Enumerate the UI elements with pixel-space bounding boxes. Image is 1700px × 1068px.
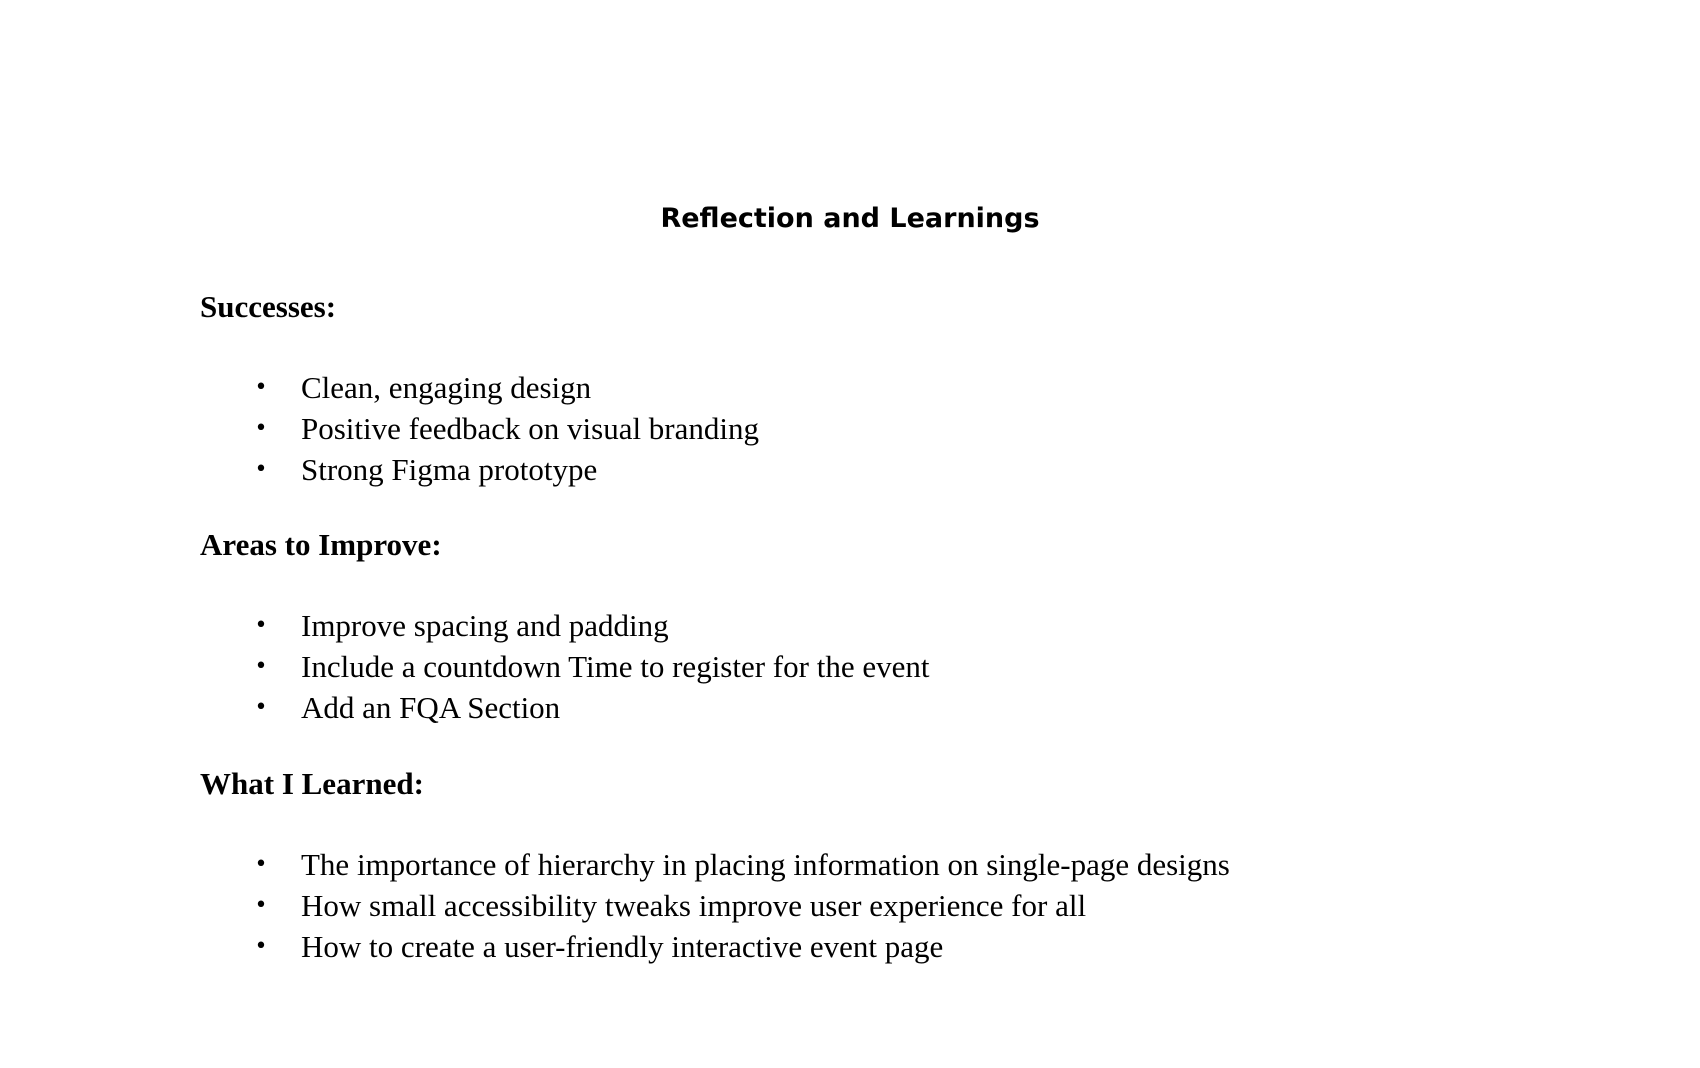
list-item bbox=[200, 687, 1500, 728]
successes-list bbox=[200, 367, 1500, 490]
list-item bbox=[200, 367, 1500, 408]
section-areas-to-improve bbox=[200, 527, 1500, 728]
bullet-icon: • bbox=[254, 613, 268, 638]
list-item bbox=[200, 408, 1500, 449]
list-item bbox=[200, 605, 1500, 646]
bullet-icon: • bbox=[254, 934, 268, 959]
list-item-text: Positive feedback on visual branding bbox=[301, 411, 760, 446]
list-item-text: Clean, engaging design bbox=[301, 370, 592, 405]
list-item bbox=[200, 926, 1500, 967]
section-heading-successes: Successes: bbox=[200, 289, 337, 324]
section-heading-what-i-learned: What I Learned: bbox=[200, 766, 424, 801]
list-item-text: How small accessibility tweaks improve user experience for all bbox=[301, 888, 1087, 923]
document-title: Reflection and Learnings bbox=[660, 203, 1040, 234]
list-item-text: Improve spacing and padding bbox=[301, 608, 669, 643]
what-i-learned-list bbox=[200, 844, 1500, 967]
list-item bbox=[200, 646, 1500, 687]
list-item-text: Add an FQA Section bbox=[301, 690, 561, 725]
bullet-icon: • bbox=[254, 375, 268, 400]
list-item-text: Strong Figma prototype bbox=[301, 452, 598, 487]
bullet-icon: • bbox=[254, 654, 268, 679]
list-item bbox=[200, 844, 1500, 885]
areas-to-improve-list bbox=[200, 605, 1500, 728]
list-item-text: The importance of hierarchy in placing information on single-page designs bbox=[301, 847, 1230, 882]
bullet-icon: • bbox=[254, 457, 268, 482]
bullet-icon: • bbox=[254, 852, 268, 877]
bullet-icon: • bbox=[254, 695, 268, 720]
list-item-text: How to create a user-friendly interactive event page bbox=[301, 929, 944, 964]
bullet-icon: • bbox=[254, 416, 268, 441]
section-what-i-learned bbox=[200, 766, 1500, 967]
list-item bbox=[200, 449, 1500, 490]
section-successes bbox=[200, 289, 1500, 490]
section-heading-areas-to-improve: Areas to Improve: bbox=[200, 527, 442, 562]
list-item bbox=[200, 885, 1500, 926]
list-item-text: Include a countdown Time to register for the event bbox=[301, 649, 930, 684]
bullet-icon: • bbox=[254, 893, 268, 918]
